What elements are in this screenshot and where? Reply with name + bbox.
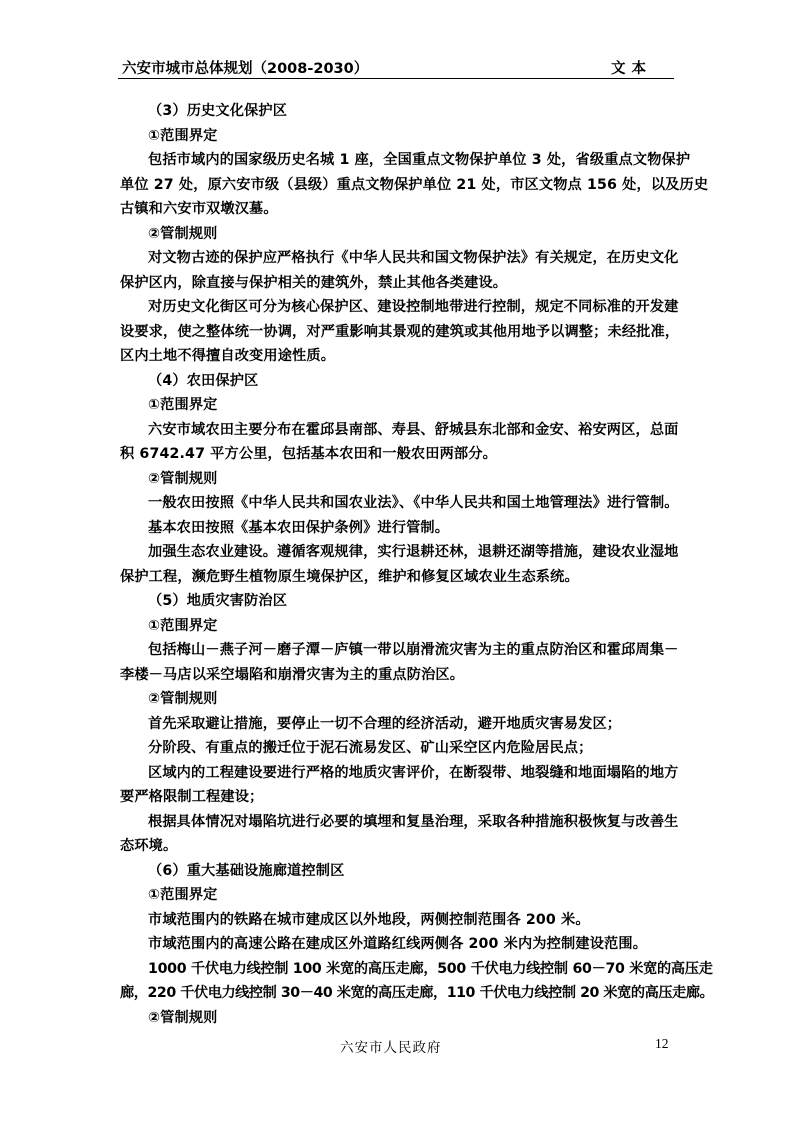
- paragraph-line: 区内土地不得擅自改变用途性质。: [120, 348, 336, 364]
- page-number: 12: [655, 1036, 669, 1051]
- paragraph-line: 单位 27 处，原六安市级（县级）重点文物保护单位 21 处，市区文物点 156 处，以及历史: [120, 176, 709, 193]
- paragraph-line: 根据具体情况对塌陷坑进行必要的填埋和复垦治理，采取各种措施积极恢复与改善生: [148, 813, 679, 830]
- paragraph-line: 包括市域内的国家级历史名城 1 座，全国重点文物保护单位 3 处，省级重点文物保护: [148, 152, 691, 168]
- document-title: 六安市城市总体规划（2008-2030）: [122, 61, 369, 77]
- paragraph-line: 六安市域农田主要分布在霍邱县南部、寿县、舒城县东北部和金安、裕安两区，总面: [148, 421, 679, 438]
- paragraph-line: 对文物古迹的保护应严格执行《中华人民共和国文物保护法》有关规定，在历史文化: [148, 250, 679, 266]
- paragraph-line: 分阶段、有重点的搬迁位于泥石流易发区、矿山采空区内危险居民点；: [148, 740, 593, 756]
- paragraph-line: 设要求，使之整体统一协调，对严重影响其景观的建筑或其他用地予以调整；未经批准，: [120, 323, 680, 340]
- paragraph-line: 廊，220 千伏电力线控制 30－40 米宽的高压走廊，110 千伏电力线控制 20 米宽的高压走廊。: [120, 985, 714, 1001]
- footer-issuer: 六安市人民政府: [340, 1040, 442, 1056]
- paragraph-line: 加强生态农业建设。遵循客观规律，实行退耕还林，退耕还湖等措施，建设农业湿地: [148, 544, 679, 560]
- subheading-rules: ②管制规则: [148, 470, 218, 487]
- paragraph-line: 态环境。: [120, 838, 178, 854]
- paragraph-line: 对历史文化街区可分为核心保护区、建设控制地带进行控制，规定不同标准的开发建: [148, 299, 679, 315]
- paragraph-line: 基本农田按照《基本农田保护条例》进行管制。: [148, 519, 450, 536]
- section-heading-geohazard: （5）地质灾害防治区: [148, 593, 288, 609]
- document-type-label: 文本: [611, 61, 652, 77]
- body-text: [120, 99, 714, 1030]
- paragraph-line: 要严格限制工程建设；: [120, 789, 264, 805]
- page-header: [118, 57, 674, 79]
- paragraph-line: 包括梅山－燕子河－磨子潭－庐镇一带以崩滑流灾害为主的重点防治区和霍邱周集－: [148, 642, 679, 658]
- paragraph-line: 区域内的工程建设要进行严格的地质灾害评价，在断裂带、地裂缝和地面塌陷的地方: [148, 764, 679, 781]
- paragraph-line: 保护工程，濒危野生植物原生境保护区，维护和修复区域农业生态系统。: [120, 568, 579, 585]
- subheading-rules: ②管制规则: [148, 1009, 218, 1026]
- subheading-scope: ①范围界定: [148, 887, 218, 903]
- paragraph-line: 李楼－马店以采空塌陷和崩滑灾害为主的重点防治区。: [120, 666, 465, 683]
- paragraph-line: 积 6742.47 平方公里，包括基本农田和一般农田两部分。: [120, 446, 497, 462]
- subheading-scope: ①范围界定: [148, 397, 218, 413]
- paragraph-line: 1000 千伏电力线控制 100 米宽的高压走廊，500 千伏电力线控制 60－70 米宽的高压走: [148, 960, 713, 977]
- paragraph-line: 古镇和六安市双墩汉墓。: [120, 201, 278, 217]
- paragraph-line: 保护区内，除直接与保护相关的建筑外，禁止其他各类建设。: [120, 274, 508, 291]
- section-heading-farmland: （4）农田保护区: [148, 372, 259, 389]
- subheading-scope: ①范围界定: [148, 127, 218, 144]
- paragraph-line: 一般农田按照《中华人民共和国农业法》、《中华人民共和国土地管理法》进行管制。: [148, 495, 679, 511]
- subheading-rules: ②管制规则: [148, 691, 218, 707]
- paragraph-line: 市域范围内的铁路在城市建成区以外地段，两侧控制范围各 200 米。: [148, 911, 590, 928]
- section-heading-heritage: （3）历史文化保护区: [148, 103, 288, 119]
- paragraph-line: 首先采取避让措施，要停止一切不合理的经济活动，避开地质灾害易发区；: [148, 715, 622, 732]
- subheading-rules: ②管制规则: [148, 225, 218, 242]
- paragraph-line: 市域范围内的高速公路在建成区外道路红线两侧各 200 米内为控制建设范围。: [148, 936, 648, 952]
- subheading-scope: ①范围界定: [148, 617, 218, 634]
- header-divider: [118, 78, 674, 79]
- section-heading-infrastructure: （6）重大基础设施廊道控制区: [148, 862, 345, 879]
